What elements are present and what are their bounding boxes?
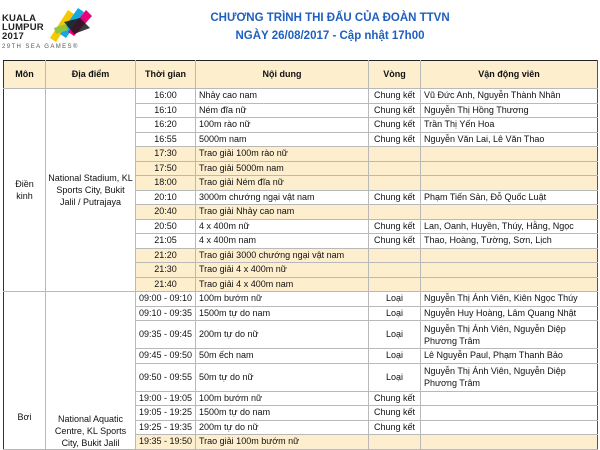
athletes-cell xyxy=(421,391,598,406)
content-cell: 1500m tự do nam xyxy=(196,406,369,421)
round-cell: Chung kết xyxy=(369,132,421,147)
content-cell: 50m ếch nam xyxy=(196,349,369,364)
content-cell: Trao giải 100m rào nữ xyxy=(196,147,369,162)
time-cell: 16:55 xyxy=(136,132,196,147)
athletes-cell: Lê Nguyễn Paul, Phạm Thanh Bảo xyxy=(421,349,598,364)
sport-cell: Điền kinh xyxy=(4,89,46,292)
column-header-sport: Môn xyxy=(4,61,46,89)
round-cell xyxy=(369,205,421,220)
round-cell xyxy=(369,176,421,191)
content-cell: Trao giải 5000m nam xyxy=(196,161,369,176)
time-cell: 16:10 xyxy=(136,103,196,118)
time-cell: 09:50 - 09:55 xyxy=(136,363,196,391)
time-cell: 09:00 - 09:10 xyxy=(136,292,196,307)
page-subtitle: NGÀY 26/08/2017 - Cập nhật 17h00 xyxy=(235,30,425,42)
athletes-cell xyxy=(421,406,598,421)
round-cell: Chung kết xyxy=(369,406,421,421)
logo-kite-icon xyxy=(46,4,96,44)
athletes-cell: Vũ Đức Anh, Nguyễn Thành Nhân xyxy=(421,89,598,104)
column-header-venue: Địa điểm xyxy=(46,61,136,89)
round-cell xyxy=(369,248,421,263)
logo-wordmark xyxy=(2,14,44,41)
round-cell: Loại xyxy=(369,292,421,307)
athletes-cell: Nguyễn Văn Lai, Lê Văn Thao xyxy=(421,132,598,147)
athletes-cell xyxy=(421,263,598,278)
athletes-cell xyxy=(421,161,598,176)
content-cell: Nhảy cao nam xyxy=(196,89,369,104)
time-cell: 19:05 - 19:25 xyxy=(136,406,196,421)
time-cell: 18:00 xyxy=(136,176,196,191)
round-cell xyxy=(369,263,421,278)
time-cell: 16:20 xyxy=(136,118,196,133)
round-cell: Chung kết xyxy=(369,219,421,234)
round-cell: Loại xyxy=(369,306,421,321)
column-header-content: Nội dung xyxy=(196,61,369,89)
round-cell: Chung kết xyxy=(369,391,421,406)
content-cell: Trao giải Nhảy cao nam xyxy=(196,205,369,220)
time-cell: 20:10 xyxy=(136,190,196,205)
athletes-cell: Phạm Tiến Sản, Đỗ Quốc Luật xyxy=(421,190,598,205)
time-cell: 19:35 - 19:50 xyxy=(136,435,196,450)
athletes-cell xyxy=(421,420,598,435)
time-cell: 16:00 xyxy=(136,89,196,104)
time-cell: 21:40 xyxy=(136,277,196,292)
time-cell: 09:10 - 09:35 xyxy=(136,306,196,321)
athletes-cell xyxy=(421,176,598,191)
time-cell: 21:05 xyxy=(136,234,196,249)
athletes-cell xyxy=(421,147,598,162)
content-cell: 100m bướm nữ xyxy=(196,292,369,307)
content-cell: Ném đĩa nữ xyxy=(196,103,369,118)
content-cell: 100m bướm nữ xyxy=(196,391,369,406)
round-cell: Loại xyxy=(369,349,421,364)
content-cell: 3000m chướng ngại vật nam xyxy=(196,190,369,205)
schedule-table xyxy=(3,60,598,450)
time-cell: 20:40 xyxy=(136,205,196,220)
athletes-cell: Thao, Hoàng, Tường, Sơn, Lịch xyxy=(421,234,598,249)
column-header-athletes: Vận động viên xyxy=(421,61,598,89)
logo-line-3: 2017 xyxy=(2,31,24,42)
content-cell: 100m rào nữ xyxy=(196,118,369,133)
athletes-cell: Trần Thị Yến Hoa xyxy=(421,118,598,133)
round-cell: Chung kết xyxy=(369,234,421,249)
round-cell xyxy=(369,147,421,162)
time-cell: 21:20 xyxy=(136,248,196,263)
athletes-cell: Nguyễn Huy Hoàng, Lâm Quang Nhật xyxy=(421,306,598,321)
logo-subtitle: 29TH SEA GAMES® xyxy=(2,44,79,50)
round-cell: Loại xyxy=(369,321,421,349)
time-cell: 19:25 - 19:35 xyxy=(136,420,196,435)
table-row xyxy=(4,89,598,104)
content-cell: 200m tự do nữ xyxy=(196,420,369,435)
column-header-round: Vòng xyxy=(369,61,421,89)
round-cell: Chung kết xyxy=(369,103,421,118)
content-cell: Trao giải 100m bướm nữ xyxy=(196,435,369,450)
content-cell: Trao giải 3000 chướng ngại vật nam xyxy=(196,248,369,263)
athletes-cell: Lan, Oanh, Huyền, Thúy, Hằng, Ngọc xyxy=(421,219,598,234)
content-cell: Trao giải 4 x 400m nam xyxy=(196,277,369,292)
round-cell: Loại xyxy=(369,363,421,391)
venue-cell: National Stadium, KL Sports City, Bukit Jalil / Putrajaya xyxy=(46,89,136,292)
content-cell: 4 x 400m nam xyxy=(196,234,369,249)
round-cell: Chung kết xyxy=(369,118,421,133)
athletes-cell: Nguyễn Thị Hồng Thương xyxy=(421,103,598,118)
athletes-cell xyxy=(421,277,598,292)
athletes-cell: Nguyễn Thị Ánh Viên, Nguyễn Diệp Phương Trâm xyxy=(421,321,598,349)
round-cell xyxy=(369,161,421,176)
time-cell: 20:50 xyxy=(136,219,196,234)
time-cell: 09:45 - 09:50 xyxy=(136,349,196,364)
time-cell: 19:00 - 19:05 xyxy=(136,391,196,406)
round-cell xyxy=(369,277,421,292)
content-cell: Trao giải Ném đĩa nữ xyxy=(196,176,369,191)
logo-line-2: LUMPUR xyxy=(2,22,44,33)
content-cell: 50m tự do nữ xyxy=(196,363,369,391)
column-header-time: Thời gian xyxy=(136,61,196,89)
content-cell: 200m tự do nữ xyxy=(196,321,369,349)
content-cell: 5000m nam xyxy=(196,132,369,147)
venue-cell: National Aquatic Centre, KL Sports City, Bukit Jalil xyxy=(46,292,136,450)
sport-cell: Bơi xyxy=(4,292,46,450)
sea-games-logo xyxy=(2,4,98,54)
content-cell: Trao giải 4 x 400m nữ xyxy=(196,263,369,278)
athletes-cell xyxy=(421,248,598,263)
time-cell: 09:35 - 09:45 xyxy=(136,321,196,349)
table-row xyxy=(4,292,598,307)
round-cell: Chung kết xyxy=(369,190,421,205)
athletes-cell xyxy=(421,205,598,220)
table-header-row xyxy=(4,61,598,89)
content-cell: 1500m tự do nam xyxy=(196,306,369,321)
time-cell: 21:30 xyxy=(136,263,196,278)
time-cell: 17:50 xyxy=(136,161,196,176)
time-cell: 17:30 xyxy=(136,147,196,162)
round-cell: Chung kết xyxy=(369,420,421,435)
athletes-cell: Nguyễn Thị Ánh Viên, Kiên Ngọc Thúy xyxy=(421,292,598,307)
page-title: CHƯƠNG TRÌNH THI ĐẤU CỦA ĐOÀN TTVN xyxy=(210,12,450,24)
content-cell: 4 x 400m nữ xyxy=(196,219,369,234)
round-cell: Chung kết xyxy=(369,89,421,104)
logo-line-1: KUALA xyxy=(2,13,37,24)
athletes-cell: Nguyễn Thị Ánh Viên, Nguyễn Diệp Phương Trâm xyxy=(421,363,598,391)
